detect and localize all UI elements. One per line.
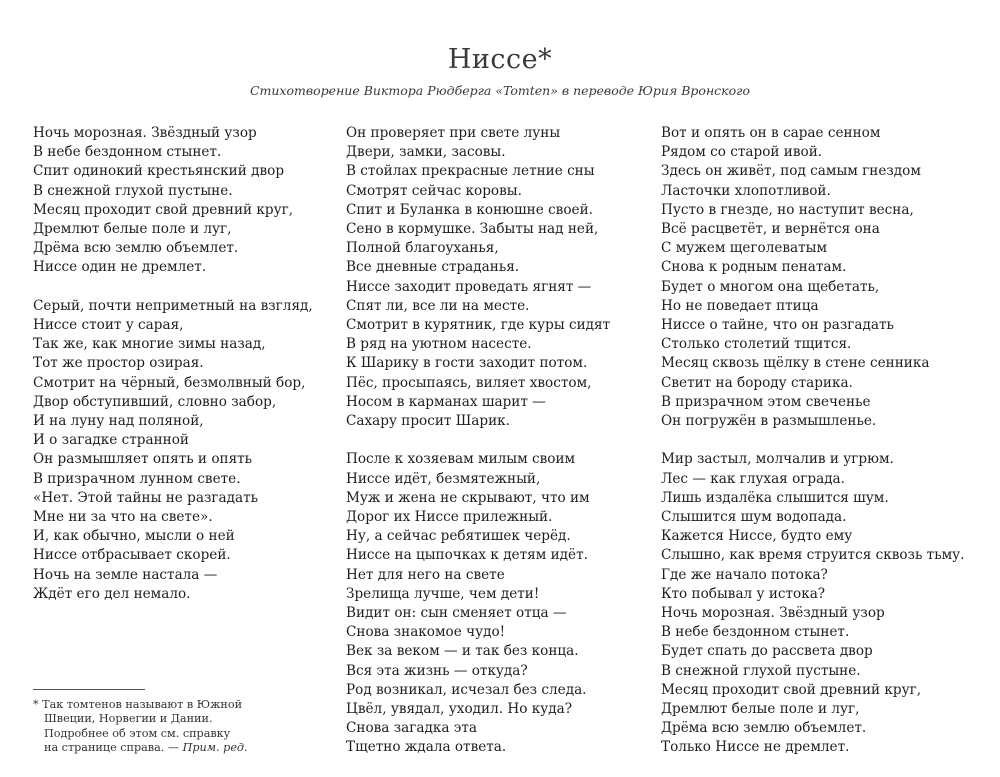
poem-line: Он размышляет опять и опять bbox=[33, 451, 253, 468]
poem-line: Рядом со старой ивой. bbox=[661, 144, 823, 161]
poem-line: В небе бездонном стынет. bbox=[33, 144, 222, 161]
stanza bbox=[661, 450, 965, 757]
poem-line: Месяц сквозь щёлку в стене сенника bbox=[661, 355, 930, 372]
poem-line: Ниссе отбрасывает скорей. bbox=[33, 547, 231, 564]
poem-line: Пусто в гнезде, но наступит весна, bbox=[661, 201, 914, 218]
poem-line: Спят ли, все ли на месте. bbox=[346, 297, 530, 314]
poem-line: Ниссе на цыпочках к детям идёт. bbox=[346, 547, 588, 564]
poem-line: Дрёма всю землю объемлет. bbox=[33, 240, 239, 257]
poem-line: Ночь на земле настала — bbox=[33, 566, 218, 583]
poem-line: Кажется Ниссе, будто ему bbox=[661, 528, 853, 545]
poem-line: Вот и опять он в сарае сенном bbox=[661, 125, 881, 141]
poem-line: Снова загадка эта bbox=[346, 720, 477, 737]
poem-line: Двор обступивший, словно забор, bbox=[33, 393, 277, 410]
poem-line: «Нет. Этой тайны не разгадать bbox=[33, 489, 259, 506]
poem-line: Носом в карманах шарит — bbox=[346, 393, 546, 410]
stanza bbox=[33, 124, 313, 278]
poem-line: Век за веком — и так без конца. bbox=[346, 643, 579, 660]
poem-line: Цвёл, увядал, уходил. Но куда? bbox=[346, 701, 572, 718]
poem-column-1 bbox=[33, 124, 313, 604]
poem-line: Будет спать до рассвета двор bbox=[661, 643, 873, 660]
poem-line: Тот же простор озирая. bbox=[33, 355, 204, 372]
poem-line: В призрачном лунном свете. bbox=[33, 470, 241, 487]
poem-line: Он погружён в размышленье. bbox=[661, 413, 877, 430]
poem-line: Столько столетий тщится. bbox=[661, 336, 852, 353]
poem-line: Дремлют белые поле и луг, bbox=[33, 221, 232, 238]
poem-line: Так же, как многие зимы назад, bbox=[33, 336, 266, 353]
poem-line: Ниссе о тайне, что он разгадать bbox=[661, 317, 894, 334]
poem-line: Пёс, просыпаясь, виляет хвостом, bbox=[346, 374, 592, 391]
poem-line: Тщетно ждала ответа. bbox=[346, 739, 507, 756]
poem-line: Снова к родным пенатам. bbox=[661, 259, 847, 276]
poem-line: Все дневные страданья. bbox=[346, 259, 520, 276]
poem-line: Мир застыл, молчалив и угрюм. bbox=[661, 451, 894, 468]
poem-line: Светит на бороду старика. bbox=[661, 374, 853, 391]
poem-line: Будет о многом она щебетать, bbox=[661, 278, 880, 295]
poem-line: Ночь морозная. Звёздный узор bbox=[33, 125, 257, 141]
poem-line: Род возникал, исчезал без следа. bbox=[346, 681, 587, 698]
footnote-line: * Так томтенов называют в Южной bbox=[33, 698, 243, 711]
poem-line: Мне ни за что на свете». bbox=[33, 509, 213, 526]
poem-line: И о загадке странной bbox=[33, 432, 189, 449]
poem-line: Ниссе стоит у сарая, bbox=[33, 317, 184, 334]
poem-column-3 bbox=[661, 124, 965, 758]
poem-line: В снежной глухой пустыне. bbox=[33, 182, 233, 199]
poem-line: Дрёма всю землю объемлет. bbox=[661, 720, 867, 737]
poem-line: Нет для него на свете bbox=[346, 566, 505, 583]
poem-line: Дорог их Ниссе прилежный. bbox=[346, 509, 553, 526]
poem-line: Слышится шум водопада. bbox=[661, 509, 847, 526]
stanza bbox=[346, 124, 610, 431]
poem-line: Где же начало потока? bbox=[661, 566, 828, 583]
poem-title: Ниссе* bbox=[447, 44, 553, 75]
poem-line: Только Ниссе не дремлет. bbox=[661, 739, 850, 756]
poem-subtitle: Стихотворение Виктора Рюдберга «Tomten» в переводе Юрия Вронского bbox=[249, 83, 751, 98]
footnote-line: Швеции, Норвегии и Дании. bbox=[44, 712, 213, 726]
poem-line: Лишь издалёка слышится шум. bbox=[661, 489, 889, 506]
stanza bbox=[661, 124, 965, 431]
footnote bbox=[33, 698, 323, 756]
poem-line: Ну, а сейчас ребятишек черёд. bbox=[346, 528, 571, 545]
footnote-line bbox=[33, 741, 323, 755]
poem-line: И, как обычно, мысли о ней bbox=[33, 528, 235, 545]
poem-line: В призрачном этом свеченье bbox=[661, 393, 871, 410]
poem-line: Ждёт его дел немало. bbox=[33, 585, 191, 602]
poem-column-2 bbox=[346, 124, 610, 758]
stanza bbox=[33, 297, 313, 604]
poem-line: Серый, почти неприметный на взгляд, bbox=[33, 297, 313, 314]
poem-line: Слышно, как время струится сквозь тьму. bbox=[661, 547, 965, 564]
poem-line: Зрелища лучше, чем дети! bbox=[346, 585, 540, 602]
poem-line: Смотрит на чёрный, безмолвный бор, bbox=[33, 374, 306, 391]
poem-line: Дремлют белые поле и луг, bbox=[661, 701, 860, 718]
poem-line: Смотрят сейчас коровы. bbox=[346, 182, 522, 199]
poem-line: Месяц проходит свой древний круг, bbox=[661, 681, 922, 698]
poem-line: В небе бездонном стынет. bbox=[661, 624, 850, 641]
poem-line: К Шарику в гости заходит потом. bbox=[346, 355, 588, 372]
poem-line: Ниссе идёт, безмятежный, bbox=[346, 470, 541, 487]
poem-line: Он проверяет при свете луны bbox=[346, 125, 561, 141]
poem-line: Спит и Буланка в конюшне своей. bbox=[346, 201, 593, 218]
poem-line: Месяц проходит свой древний круг, bbox=[33, 201, 294, 218]
poem-line: Здесь он живёт, под самым гнездом bbox=[661, 163, 921, 180]
poem-line: Всё расцветёт, и вернётся она bbox=[661, 221, 880, 238]
footnote-divider bbox=[33, 689, 145, 690]
poem-line: Двери, замки, засовы. bbox=[346, 144, 506, 161]
poem-line: Кто побывал у истока? bbox=[661, 585, 826, 602]
poem-line: Ниссе заходит проведать ягнят — bbox=[346, 278, 592, 295]
poem-line: Полной благоуханья, bbox=[346, 240, 499, 257]
poem-line: Видит он: сын сменяет отца — bbox=[346, 605, 567, 622]
poem-line: В стойлах прекрасные летние сны bbox=[346, 163, 595, 180]
poem-line: Лес — как глухая ограда. bbox=[661, 470, 845, 487]
poem-line: Ночь морозная. Звёздный узор bbox=[661, 605, 885, 622]
poem-line: И на луну над поляной, bbox=[33, 413, 204, 430]
poem-line: Ниссе один не дремлет. bbox=[33, 259, 207, 276]
poem-line: Смотрит в курятник, где куры сидят bbox=[346, 317, 611, 334]
poem-line: Ласточки хлопотливой. bbox=[661, 182, 831, 199]
poem-line: После к хозяевам милым своим bbox=[346, 451, 576, 468]
poem-line: Сено в кормушке. Забыты над ней, bbox=[346, 221, 599, 238]
poem-line: Вся эта жизнь — откуда? bbox=[346, 662, 528, 679]
poem-line: Сахару просит Шарик. bbox=[346, 413, 510, 430]
editor-note: Прим. ред. bbox=[182, 741, 248, 755]
poem-line: Снова знакомое чудо! bbox=[346, 624, 506, 641]
poem-line: Муж и жена не скрывают, что им bbox=[346, 489, 590, 506]
stanza bbox=[346, 450, 610, 757]
poem-line: Спит одинокий крестьянский двор bbox=[33, 163, 285, 180]
poem-line: Но не поведает птица bbox=[661, 297, 819, 314]
poem-line: В снежной глухой пустыне. bbox=[661, 662, 861, 679]
footnote-text: на странице справа. — bbox=[44, 741, 183, 755]
poem-line: С мужем щеголеватым bbox=[661, 240, 828, 257]
footnote-line: Подробнее об этом см. справку bbox=[44, 726, 231, 740]
poem-line: В ряд на уютном насесте. bbox=[346, 336, 532, 353]
